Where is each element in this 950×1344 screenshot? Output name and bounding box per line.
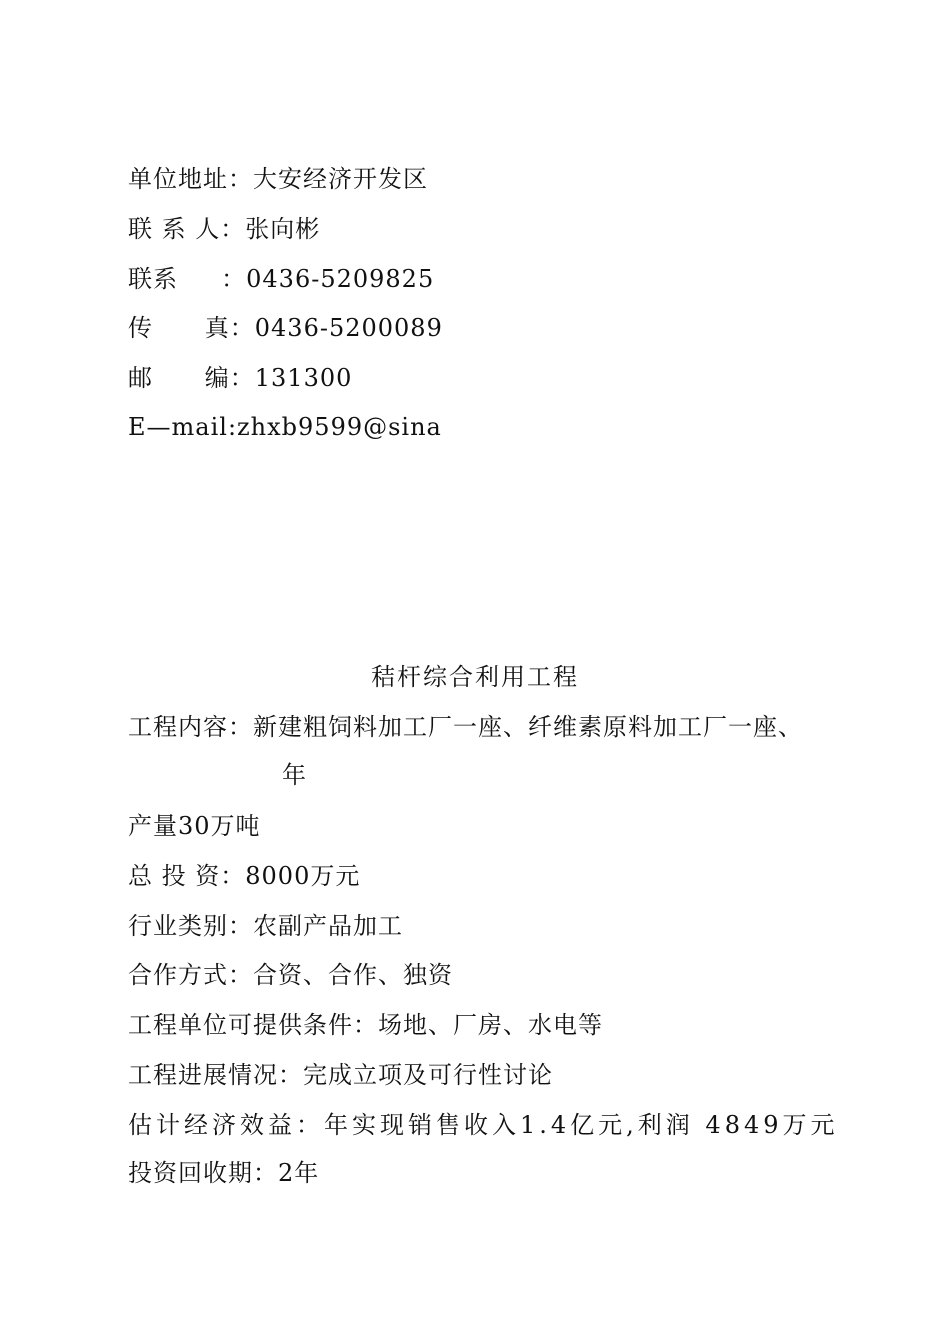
progress-line: 工程进展情况：完成立项及可行性讨论 [128,1061,553,1089]
fax-line: 传 真：0436-5200089 [128,314,443,342]
cooperation-line: 合作方式：合资、合作、独资 [128,961,453,989]
project-content-line-2: 年 [282,761,307,789]
industry-line: 行业类别：农副产品加工 [128,912,403,940]
project-content-line-1: 工程内容：新建粗饲料加工厂一座、纤维素原料加工厂一座、 [128,713,803,741]
address-line: 单位地址：大安经济开发区 [128,165,428,193]
investment-line: 总 投 资：8000万元 [128,862,361,890]
payback-line: 投资回收期：2年 [128,1159,320,1187]
postcode-line: 邮 编：131300 [128,364,353,392]
email-line: E—mail:zhxb9599@sina [128,413,442,441]
contact-person-line: 联 系 人：张向彬 [128,215,321,243]
benefit-line: 估计经济效益：年实现销售收入1.4亿元,利润 4849万元 [128,1111,839,1139]
project-title: 秸杆综合利用工程 [371,663,579,691]
phone-line: 联系 ：0436-5209825 [128,265,435,293]
conditions-line: 工程单位可提供条件：场地、厂房、水电等 [128,1011,603,1039]
project-content-line-3: 产量30万吨 [128,812,261,840]
